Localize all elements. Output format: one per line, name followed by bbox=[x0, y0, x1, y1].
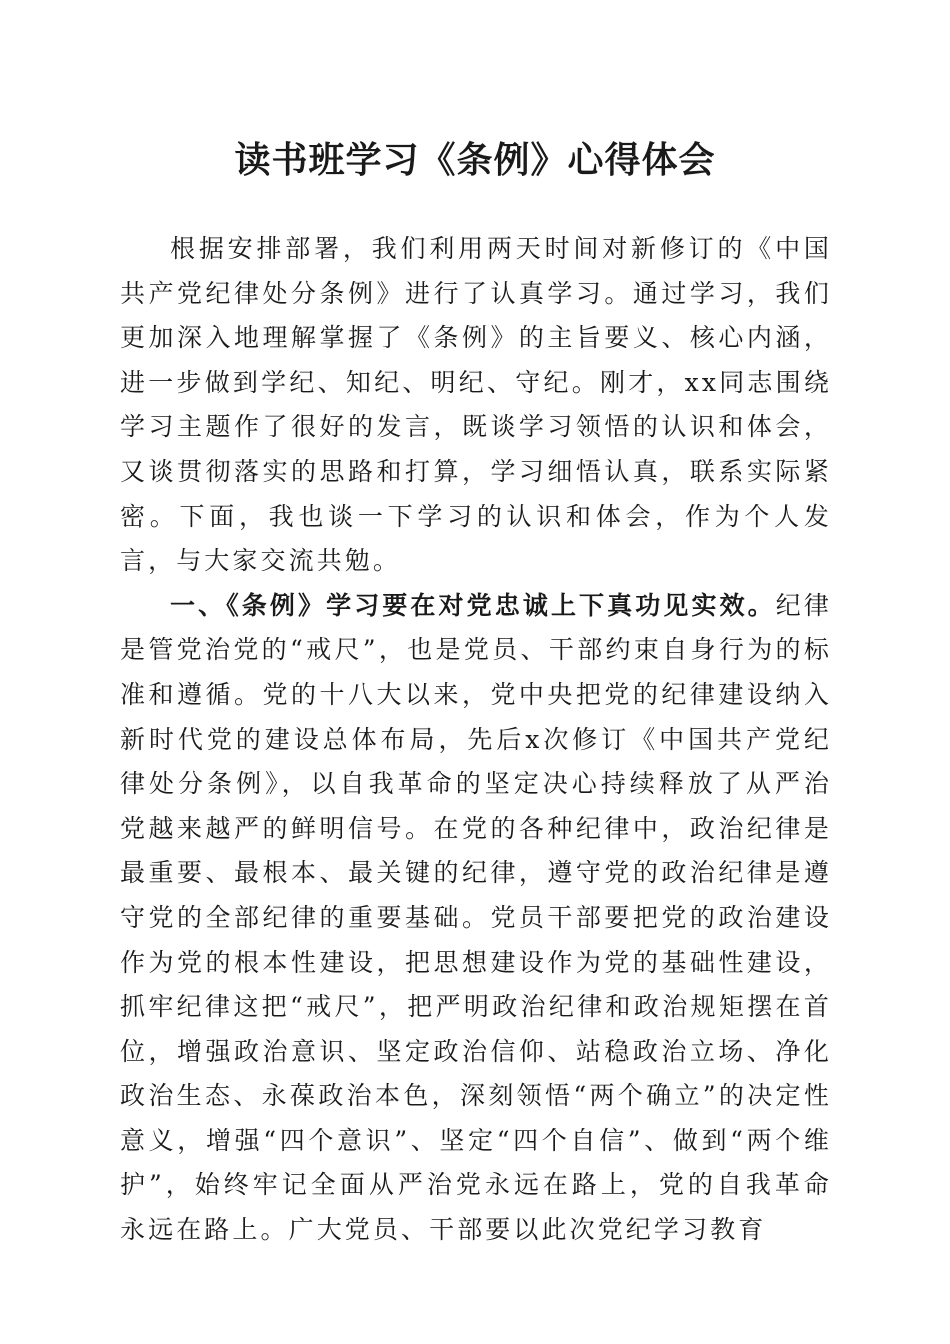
intro-paragraph-text: 根据安排部署，我们利用两天时间对新修订的《中国共产党纪律处分条例》进行了认真学习。通过学习，我们更加深入地理解掌握了《条例》的主旨要义、核心内涵，进一步做到学纪、知纪、明纪、守纪。刚才，xx同志围绕学习主题作了很好的发言，既谈学习领悟的认识和体会，又谈贯彻落实的思路和打算，学习细悟认真，联系实际紧密。下面，我也谈一下学习的认识和体会，作为个人发言，与大家交流共勉。 bbox=[120, 234, 832, 576]
document-body bbox=[120, 227, 832, 1253]
section-one-text: 纪律是管党治党的“戒尺”，也是党员、干部约束自身行为的标准和遵循。党的十八大以来，党中央把党的纪律建设纳入新时代党的建设总体布局，先后x次修订《中国共产党纪律处分条例》，以自我革命的坚定决心持续释放了从严治党越来越严的鲜明信号。在党的各种纪律中，政治纪律是最重要、最根本、最关键的纪律，遵守党的政治纪律是遵守党的全部纪律的重要基础。党员干部要把党的政治建设作为党的根本性建设，把思想建设作为党的基础性建设，抓牢纪律这把“戒尺”，把严明政治纪律和政治规矩摆在首位，增强政治意识、坚定政治信仰、站稳政治立场、净化政治生态、永葆政治本色，深刻领悟“两个确立”的决定性意义，增强“四个意识”、坚定“四个自信”、做到“两个维护”，始终牢记全面从严治党永远在路上，党的自我革命永远在路上。广大党员、干部要以此次党纪学习教育 bbox=[120, 590, 833, 1245]
intro-paragraph bbox=[120, 227, 832, 584]
section-one-paragraph bbox=[120, 584, 832, 1253]
document-title: 读书班学习《条例》心得体会 bbox=[234, 139, 716, 181]
section-one-heading: 一、《条例》学习要在对党忠诚上下真功见实效。 bbox=[170, 590, 776, 620]
